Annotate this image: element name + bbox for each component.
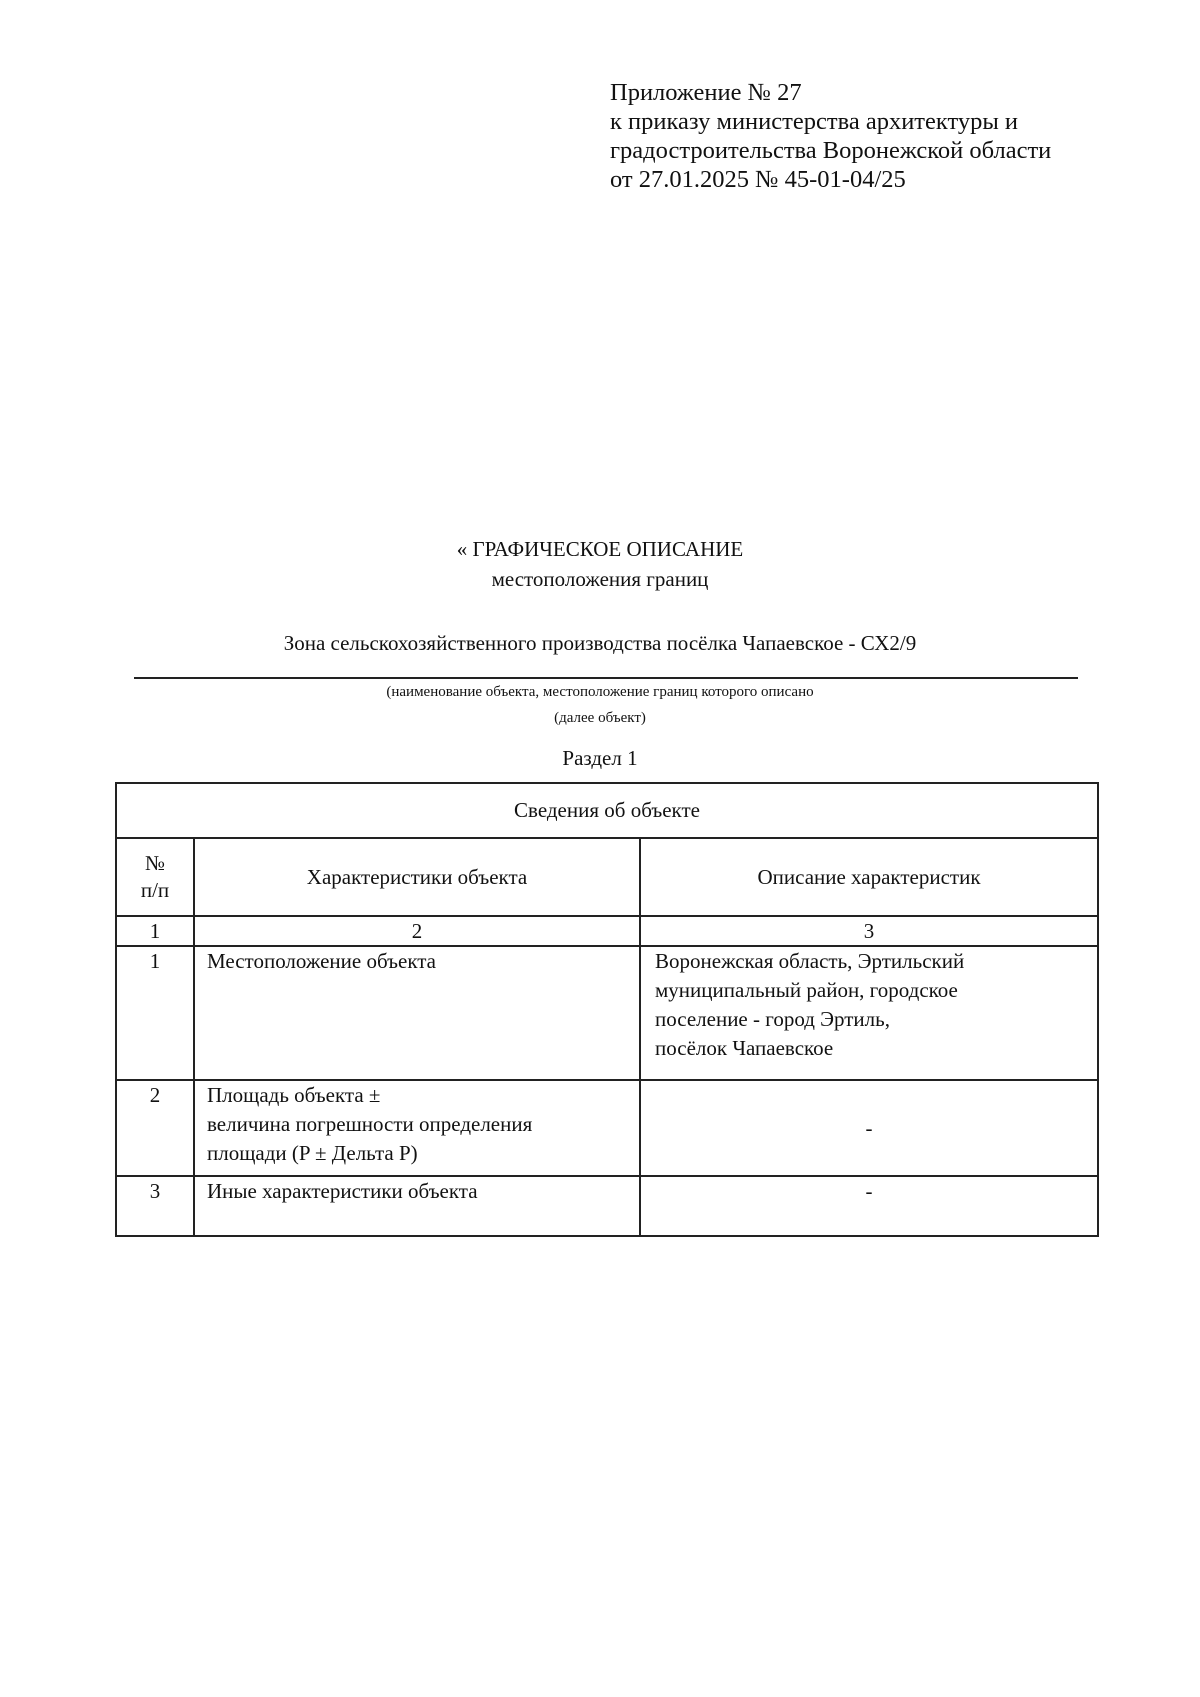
appendix-line: градостроительства Воронежской области — [610, 137, 1052, 164]
object-name-underline — [134, 677, 1078, 679]
appendix-header — [610, 78, 1051, 194]
appendix-line: Приложение № 27 — [610, 79, 802, 106]
document-subtitle: местоположения границ — [491, 567, 709, 591]
table-caption-row — [116, 783, 1098, 838]
object-info-table — [115, 782, 1099, 1237]
index-cell: 2 — [194, 916, 640, 946]
description-line: Воронежская область, Эртильский — [655, 949, 965, 973]
characteristic-line: площади (P ± Дельта P) — [207, 1141, 418, 1165]
appendix-line: от 27.01.2025 № 45-01-04/25 — [610, 166, 906, 193]
object-name: Зона сельскохозяйственного производства посёлка Чапаевское - СХ2/9 — [283, 631, 917, 655]
header-number-line1: № — [144, 851, 166, 875]
row-characteristic — [194, 946, 640, 1080]
table-header-row — [116, 838, 1098, 916]
header-description: Описание характеристик — [640, 838, 1098, 916]
table-row — [116, 946, 1098, 1080]
table-row — [116, 1080, 1098, 1176]
description-line: посёлок Чапаевское — [655, 1036, 834, 1060]
row-description — [640, 946, 1098, 1080]
header-characteristics: Характеристики объекта — [194, 838, 640, 916]
row-number: 3 — [116, 1176, 194, 1236]
table-index-row — [116, 916, 1098, 946]
row-characteristic — [194, 1176, 640, 1236]
characteristic-line: Местоположение объекта — [207, 949, 437, 973]
table-row — [116, 1176, 1098, 1236]
header-number — [116, 838, 194, 916]
index-cell: 3 — [640, 916, 1098, 946]
index-cell: 1 — [116, 916, 194, 946]
object-name-caption: (наименование объекта, местоположение границ которого описано — [386, 684, 814, 700]
header-number-line2: п/п — [140, 878, 170, 902]
characteristic-line: величина погрешности определения — [207, 1112, 533, 1136]
row-description: - — [640, 1080, 1098, 1176]
document-title: « ГРАФИЧЕСКОЕ ОПИСАНИЕ — [456, 537, 744, 561]
object-name-caption-continued: (далее объект) — [554, 710, 646, 726]
row-number: 2 — [116, 1080, 194, 1176]
characteristic-line: Площадь объекта ± — [207, 1083, 381, 1107]
characteristic-line: Иные характеристики объекта — [207, 1179, 478, 1203]
description-line: муниципальный район, городское — [655, 978, 958, 1002]
row-description: - — [640, 1176, 1098, 1236]
row-number: 1 — [116, 946, 194, 1080]
row-characteristic — [194, 1080, 640, 1176]
table-caption: Сведения об объекте — [116, 783, 1098, 838]
description-line: поселение - город Эртиль, — [655, 1007, 890, 1031]
section-title: Раздел 1 — [562, 746, 638, 770]
appendix-line: к приказу министерства архитектуры и — [610, 108, 1019, 135]
